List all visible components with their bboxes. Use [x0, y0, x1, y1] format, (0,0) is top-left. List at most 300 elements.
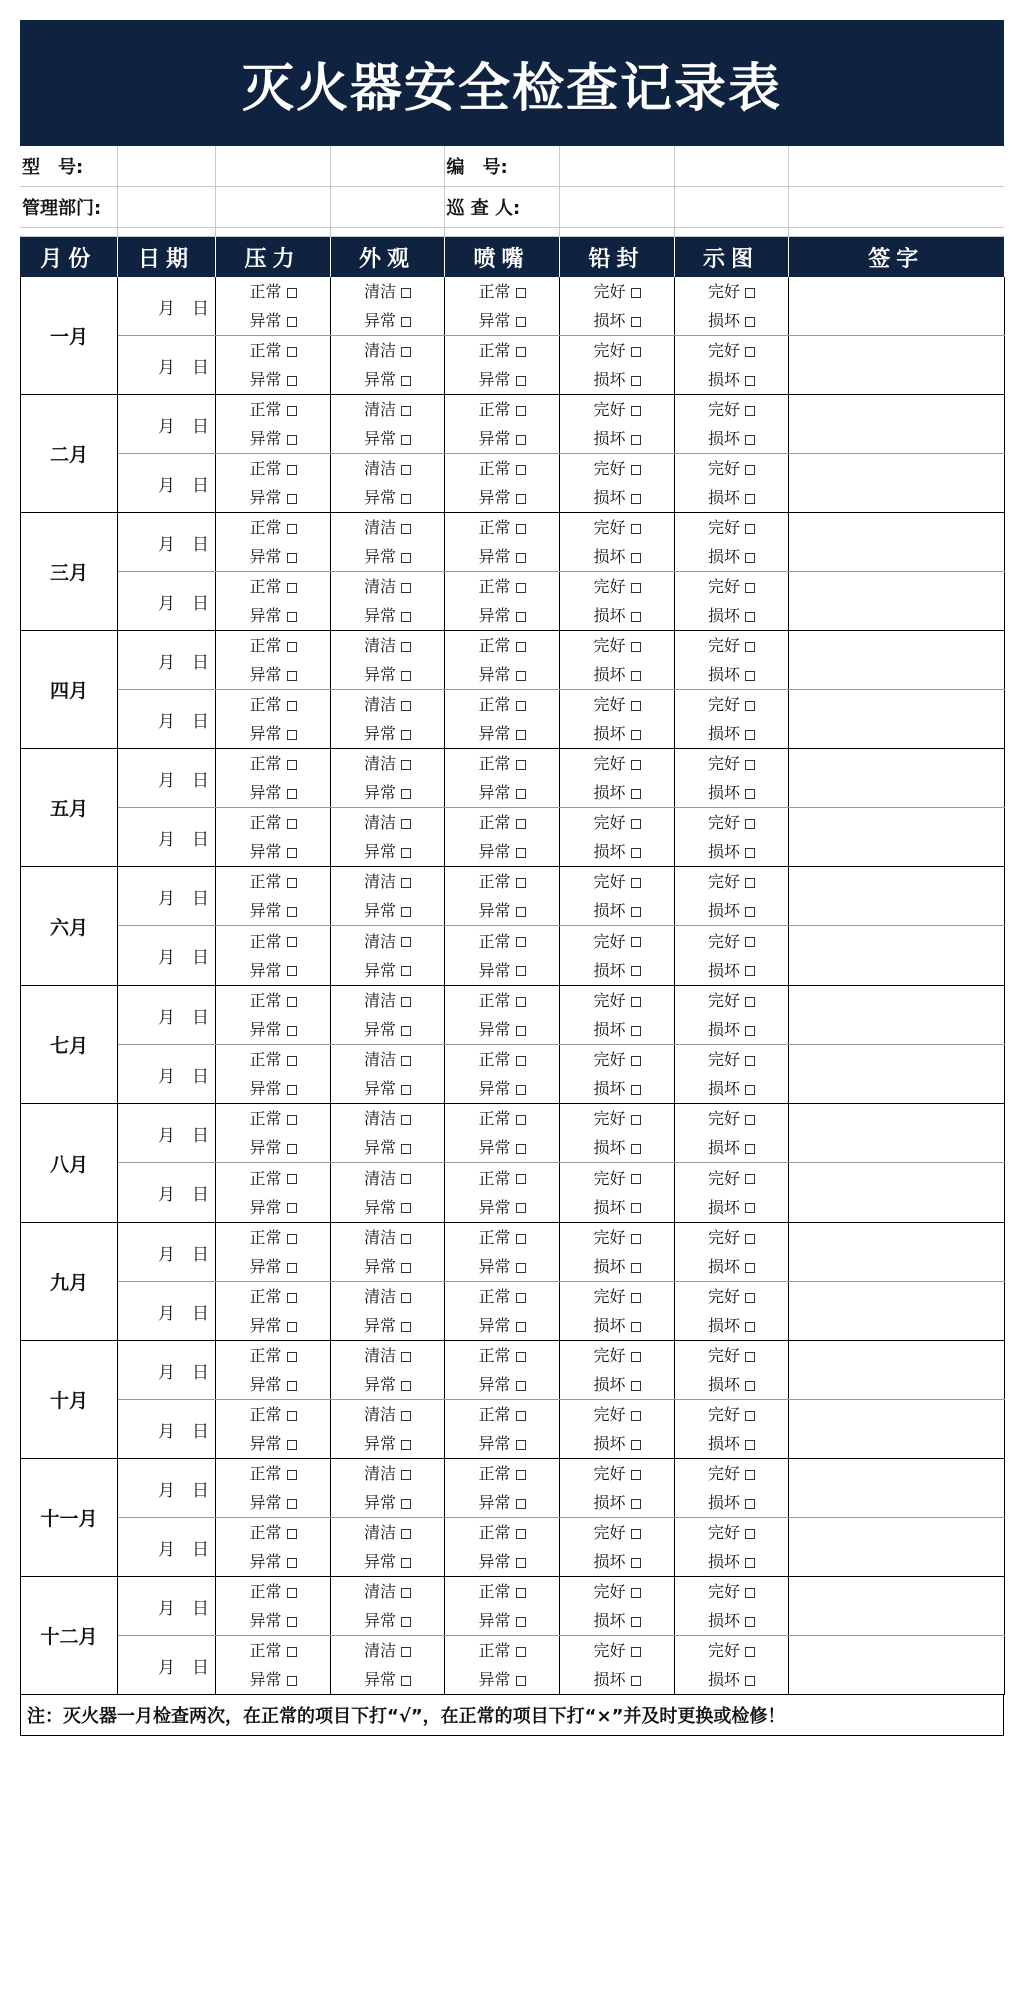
checkbox-icon[interactable] — [631, 288, 641, 298]
appearance-option[interactable] — [331, 1459, 444, 1488]
checkbox-icon[interactable] — [401, 1440, 411, 1450]
pressure-option[interactable] — [216, 1045, 330, 1074]
pressure-option[interactable] — [216, 1133, 330, 1162]
nozzle-option[interactable] — [445, 1223, 559, 1252]
date-cell[interactable]: 月 日 — [118, 1104, 216, 1163]
nozzle-option[interactable] — [445, 749, 559, 778]
appearance-option[interactable] — [331, 1370, 444, 1399]
checkbox-icon[interactable] — [516, 1056, 526, 1066]
appearance-option[interactable] — [331, 660, 444, 689]
appearance-option[interactable] — [331, 986, 444, 1015]
nozzle-option[interactable] — [445, 927, 559, 956]
seal-option[interactable] — [560, 1459, 674, 1488]
checkbox-icon[interactable] — [287, 907, 297, 917]
checkbox-icon[interactable] — [287, 317, 297, 327]
nozzle-option[interactable] — [445, 1104, 559, 1133]
checkbox-icon[interactable] — [745, 878, 755, 888]
checkbox-icon[interactable] — [745, 1381, 755, 1391]
checkbox-icon[interactable] — [745, 1115, 755, 1125]
checkbox-icon[interactable] — [287, 435, 297, 445]
checkbox-icon[interactable] — [631, 907, 641, 917]
checkbox-icon[interactable] — [631, 1676, 641, 1686]
number-field[interactable] — [559, 146, 674, 187]
appearance-option[interactable] — [331, 1045, 444, 1074]
pressure-option[interactable] — [216, 837, 330, 866]
diagram-option[interactable] — [675, 1311, 788, 1340]
appearance-option[interactable] — [331, 1429, 444, 1458]
nozzle-option[interactable] — [445, 1015, 559, 1044]
appearance-option[interactable] — [331, 365, 444, 394]
pressure-option[interactable] — [216, 749, 330, 778]
checkbox-icon[interactable] — [516, 347, 526, 357]
checkbox-icon[interactable] — [287, 701, 297, 711]
checkbox-icon[interactable] — [287, 1647, 297, 1657]
signature-cell[interactable] — [789, 1400, 1005, 1459]
diagram-option[interactable] — [675, 1665, 788, 1694]
appearance-option[interactable] — [331, 542, 444, 571]
checkbox-icon[interactable] — [516, 1234, 526, 1244]
checkbox-icon[interactable] — [401, 671, 411, 681]
pressure-option[interactable] — [216, 956, 330, 985]
signature-cell[interactable] — [789, 513, 1005, 572]
checkbox-icon[interactable] — [631, 671, 641, 681]
checkbox-icon[interactable] — [287, 848, 297, 858]
diagram-option[interactable] — [675, 483, 788, 512]
checkbox-icon[interactable] — [631, 1411, 641, 1421]
checkbox-icon[interactable] — [287, 1203, 297, 1213]
checkbox-icon[interactable] — [631, 730, 641, 740]
signature-cell[interactable] — [789, 454, 1005, 513]
checkbox-icon[interactable] — [516, 1558, 526, 1568]
checkbox-icon[interactable] — [401, 1647, 411, 1657]
checkbox-icon[interactable] — [745, 789, 755, 799]
checkbox-icon[interactable] — [745, 966, 755, 976]
date-cell[interactable]: 月 日 — [118, 277, 216, 336]
checkbox-icon[interactable] — [745, 1263, 755, 1273]
signature-cell[interactable] — [789, 1104, 1005, 1163]
checkbox-icon[interactable] — [631, 317, 641, 327]
checkbox-icon[interactable] — [745, 376, 755, 386]
signature-cell[interactable] — [789, 277, 1005, 336]
checkbox-icon[interactable] — [631, 524, 641, 534]
nozzle-option[interactable] — [445, 395, 559, 424]
pressure-option[interactable] — [216, 336, 330, 365]
pressure-option[interactable] — [216, 660, 330, 689]
seal-option[interactable] — [560, 1518, 674, 1547]
diagram-option[interactable] — [675, 1606, 788, 1635]
nozzle-option[interactable] — [445, 660, 559, 689]
pressure-option[interactable] — [216, 1665, 330, 1694]
nozzle-option[interactable] — [445, 837, 559, 866]
diagram-option[interactable] — [675, 1341, 788, 1370]
appearance-option[interactable] — [331, 1636, 444, 1665]
checkbox-icon[interactable] — [401, 1381, 411, 1391]
nozzle-option[interactable] — [445, 513, 559, 542]
seal-option[interactable] — [560, 719, 674, 748]
checkbox-icon[interactable] — [516, 583, 526, 593]
signature-cell[interactable] — [789, 1459, 1005, 1518]
checkbox-icon[interactable] — [287, 730, 297, 740]
checkbox-icon[interactable] — [745, 1470, 755, 1480]
pressure-option[interactable] — [216, 986, 330, 1015]
checkbox-icon[interactable] — [745, 465, 755, 475]
seal-option[interactable] — [560, 1104, 674, 1133]
checkbox-icon[interactable] — [745, 1558, 755, 1568]
checkbox-icon[interactable] — [631, 1234, 641, 1244]
appearance-option[interactable] — [331, 867, 444, 896]
checkbox-icon[interactable] — [745, 583, 755, 593]
checkbox-icon[interactable] — [631, 1085, 641, 1095]
diagram-option[interactable] — [675, 690, 788, 719]
nozzle-option[interactable] — [445, 867, 559, 896]
signature-cell[interactable] — [789, 1045, 1005, 1104]
diagram-option[interactable] — [675, 1193, 788, 1222]
diagram-option[interactable] — [675, 927, 788, 956]
signature-cell[interactable] — [789, 395, 1005, 454]
checkbox-icon[interactable] — [516, 1617, 526, 1627]
checkbox-icon[interactable] — [287, 789, 297, 799]
checkbox-icon[interactable] — [745, 1293, 755, 1303]
seal-option[interactable] — [560, 690, 674, 719]
checkbox-icon[interactable] — [631, 819, 641, 829]
appearance-option[interactable] — [331, 395, 444, 424]
checkbox-icon[interactable] — [287, 1676, 297, 1686]
nozzle-option[interactable] — [445, 1636, 559, 1665]
nozzle-option[interactable] — [445, 365, 559, 394]
date-cell[interactable]: 月 日 — [118, 986, 216, 1045]
checkbox-icon[interactable] — [745, 1499, 755, 1509]
appearance-option[interactable] — [331, 1518, 444, 1547]
appearance-option[interactable] — [331, 1577, 444, 1606]
checkbox-icon[interactable] — [631, 878, 641, 888]
nozzle-option[interactable] — [445, 1577, 559, 1606]
checkbox-icon[interactable] — [287, 1263, 297, 1273]
checkbox-icon[interactable] — [401, 730, 411, 740]
checkbox-icon[interactable] — [401, 347, 411, 357]
checkbox-icon[interactable] — [745, 907, 755, 917]
appearance-option[interactable] — [331, 1311, 444, 1340]
checkbox-icon[interactable] — [516, 1529, 526, 1539]
checkbox-icon[interactable] — [745, 288, 755, 298]
checkbox-icon[interactable] — [745, 1352, 755, 1362]
date-cell[interactable]: 月 日 — [118, 1577, 216, 1636]
checkbox-icon[interactable] — [401, 1499, 411, 1509]
checkbox-icon[interactable] — [401, 1617, 411, 1627]
checkbox-icon[interactable] — [401, 465, 411, 475]
appearance-option[interactable] — [331, 277, 444, 306]
checkbox-icon[interactable] — [631, 376, 641, 386]
appearance-option[interactable] — [331, 1606, 444, 1635]
checkbox-icon[interactable] — [745, 642, 755, 652]
diagram-option[interactable] — [675, 1459, 788, 1488]
checkbox-icon[interactable] — [401, 435, 411, 445]
checkbox-icon[interactable] — [401, 848, 411, 858]
checkbox-icon[interactable] — [516, 288, 526, 298]
checkbox-icon[interactable] — [516, 1026, 526, 1036]
checkbox-icon[interactable] — [287, 819, 297, 829]
nozzle-option[interactable] — [445, 483, 559, 512]
checkbox-icon[interactable] — [631, 583, 641, 593]
seal-option[interactable] — [560, 542, 674, 571]
diagram-option[interactable] — [675, 1636, 788, 1665]
nozzle-option[interactable] — [445, 542, 559, 571]
checkbox-icon[interactable] — [631, 494, 641, 504]
checkbox-icon[interactable] — [287, 1234, 297, 1244]
checkbox-icon[interactable] — [516, 612, 526, 622]
appearance-option[interactable] — [331, 1547, 444, 1576]
pressure-option[interactable] — [216, 808, 330, 837]
signature-cell[interactable] — [789, 926, 1005, 986]
date-cell[interactable]: 月 日 — [118, 513, 216, 572]
appearance-option[interactable] — [331, 336, 444, 365]
diagram-option[interactable] — [675, 660, 788, 689]
appearance-option[interactable] — [331, 1193, 444, 1222]
appearance-option[interactable] — [331, 719, 444, 748]
pressure-option[interactable] — [216, 542, 330, 571]
checkbox-icon[interactable] — [516, 1203, 526, 1213]
date-cell[interactable]: 月 日 — [118, 690, 216, 749]
checkbox-icon[interactable] — [287, 1617, 297, 1627]
appearance-option[interactable] — [331, 1252, 444, 1281]
signature-cell[interactable] — [789, 336, 1005, 395]
checkbox-icon[interactable] — [745, 848, 755, 858]
checkbox-icon[interactable] — [745, 819, 755, 829]
pressure-option[interactable] — [216, 395, 330, 424]
checkbox-icon[interactable] — [631, 701, 641, 711]
checkbox-icon[interactable] — [516, 1676, 526, 1686]
checkbox-icon[interactable] — [516, 966, 526, 976]
diagram-option[interactable] — [675, 749, 788, 778]
appearance-option[interactable] — [331, 896, 444, 925]
checkbox-icon[interactable] — [287, 1174, 297, 1184]
nozzle-option[interactable] — [445, 1518, 559, 1547]
diagram-option[interactable] — [675, 1547, 788, 1576]
diagram-option[interactable] — [675, 395, 788, 424]
checkbox-icon[interactable] — [516, 819, 526, 829]
checkbox-icon[interactable] — [745, 494, 755, 504]
pressure-option[interactable] — [216, 1429, 330, 1458]
nozzle-option[interactable] — [445, 424, 559, 453]
checkbox-icon[interactable] — [631, 1529, 641, 1539]
checkbox-icon[interactable] — [631, 1056, 641, 1066]
signature-cell[interactable] — [789, 1577, 1005, 1636]
checkbox-icon[interactable] — [516, 1499, 526, 1509]
nozzle-option[interactable] — [445, 1547, 559, 1576]
checkbox-icon[interactable] — [631, 997, 641, 1007]
seal-option[interactable] — [560, 986, 674, 1015]
checkbox-icon[interactable] — [745, 1234, 755, 1244]
seal-option[interactable] — [560, 867, 674, 896]
diagram-option[interactable] — [675, 1164, 788, 1193]
date-cell[interactable]: 月 日 — [118, 1459, 216, 1518]
appearance-option[interactable] — [331, 837, 444, 866]
checkbox-icon[interactable] — [287, 1026, 297, 1036]
checkbox-icon[interactable] — [516, 553, 526, 563]
appearance-option[interactable] — [331, 1074, 444, 1103]
nozzle-option[interactable] — [445, 1193, 559, 1222]
seal-option[interactable] — [560, 513, 674, 542]
seal-option[interactable] — [560, 631, 674, 660]
nozzle-option[interactable] — [445, 1164, 559, 1193]
date-cell[interactable]: 月 日 — [118, 572, 216, 631]
signature-cell[interactable] — [789, 631, 1005, 690]
signature-cell[interactable] — [789, 1282, 1005, 1341]
appearance-option[interactable] — [331, 601, 444, 630]
seal-option[interactable] — [560, 277, 674, 306]
checkbox-icon[interactable] — [401, 819, 411, 829]
seal-option[interactable] — [560, 1429, 674, 1458]
checkbox-icon[interactable] — [401, 583, 411, 593]
date-cell[interactable]: 月 日 — [118, 808, 216, 867]
nozzle-option[interactable] — [445, 896, 559, 925]
checkbox-icon[interactable] — [631, 760, 641, 770]
checkbox-icon[interactable] — [287, 1588, 297, 1598]
nozzle-option[interactable] — [445, 306, 559, 335]
checkbox-icon[interactable] — [745, 1647, 755, 1657]
checkbox-icon[interactable] — [631, 1588, 641, 1598]
checkbox-icon[interactable] — [516, 1381, 526, 1391]
checkbox-icon[interactable] — [745, 760, 755, 770]
checkbox-icon[interactable] — [516, 789, 526, 799]
checkbox-icon[interactable] — [516, 465, 526, 475]
date-cell[interactable]: 月 日 — [118, 1045, 216, 1104]
appearance-option[interactable] — [331, 1104, 444, 1133]
checkbox-icon[interactable] — [401, 878, 411, 888]
pressure-option[interactable] — [216, 277, 330, 306]
diagram-option[interactable] — [675, 867, 788, 896]
appearance-option[interactable] — [331, 631, 444, 660]
pressure-option[interactable] — [216, 1488, 330, 1517]
date-cell[interactable]: 月 日 — [118, 336, 216, 395]
seal-option[interactable] — [560, 336, 674, 365]
signature-cell[interactable] — [789, 690, 1005, 749]
checkbox-icon[interactable] — [287, 1411, 297, 1421]
checkbox-icon[interactable] — [516, 1440, 526, 1450]
pressure-option[interactable] — [216, 1370, 330, 1399]
pressure-option[interactable] — [216, 719, 330, 748]
date-cell[interactable]: 月 日 — [118, 1400, 216, 1459]
checkbox-icon[interactable] — [745, 1411, 755, 1421]
signature-cell[interactable] — [789, 1223, 1005, 1282]
checkbox-icon[interactable] — [516, 376, 526, 386]
checkbox-icon[interactable] — [745, 1026, 755, 1036]
checkbox-icon[interactable] — [516, 1115, 526, 1125]
diagram-option[interactable] — [675, 1429, 788, 1458]
checkbox-icon[interactable] — [745, 1203, 755, 1213]
seal-option[interactable] — [560, 956, 674, 985]
nozzle-option[interactable] — [445, 1606, 559, 1635]
seal-option[interactable] — [560, 424, 674, 453]
checkbox-icon[interactable] — [287, 966, 297, 976]
checkbox-icon[interactable] — [631, 1617, 641, 1627]
seal-option[interactable] — [560, 1311, 674, 1340]
date-cell[interactable]: 月 日 — [118, 749, 216, 808]
nozzle-option[interactable] — [445, 601, 559, 630]
checkbox-icon[interactable] — [401, 524, 411, 534]
appearance-option[interactable] — [331, 927, 444, 956]
checkbox-icon[interactable] — [745, 317, 755, 327]
diagram-option[interactable] — [675, 837, 788, 866]
diagram-option[interactable] — [675, 719, 788, 748]
seal-option[interactable] — [560, 1252, 674, 1281]
seal-option[interactable] — [560, 572, 674, 601]
diagram-option[interactable] — [675, 1518, 788, 1547]
checkbox-icon[interactable] — [745, 1617, 755, 1627]
pressure-option[interactable] — [216, 1252, 330, 1281]
model-field[interactable] — [117, 146, 215, 187]
checkbox-icon[interactable] — [401, 1558, 411, 1568]
nozzle-option[interactable] — [445, 1370, 559, 1399]
nozzle-option[interactable] — [445, 1045, 559, 1074]
checkbox-icon[interactable] — [745, 701, 755, 711]
pressure-option[interactable] — [216, 690, 330, 719]
nozzle-option[interactable] — [445, 454, 559, 483]
checkbox-icon[interactable] — [631, 1263, 641, 1273]
checkbox-icon[interactable] — [745, 1085, 755, 1095]
seal-option[interactable] — [560, 1400, 674, 1429]
checkbox-icon[interactable] — [287, 937, 297, 947]
diagram-option[interactable] — [675, 1074, 788, 1103]
checkbox-icon[interactable] — [631, 966, 641, 976]
checkbox-icon[interactable] — [401, 1174, 411, 1184]
checkbox-icon[interactable] — [287, 553, 297, 563]
checkbox-icon[interactable] — [631, 612, 641, 622]
seal-option[interactable] — [560, 1164, 674, 1193]
checkbox-icon[interactable] — [401, 1293, 411, 1303]
checkbox-icon[interactable] — [401, 642, 411, 652]
seal-option[interactable] — [560, 1606, 674, 1635]
checkbox-icon[interactable] — [631, 1558, 641, 1568]
date-cell[interactable]: 月 日 — [118, 1223, 216, 1282]
checkbox-icon[interactable] — [287, 1322, 297, 1332]
seal-option[interactable] — [560, 778, 674, 807]
checkbox-icon[interactable] — [745, 1529, 755, 1539]
checkbox-icon[interactable] — [516, 1647, 526, 1657]
diagram-option[interactable] — [675, 365, 788, 394]
pressure-option[interactable] — [216, 513, 330, 542]
checkbox-icon[interactable] — [745, 435, 755, 445]
checkbox-icon[interactable] — [401, 317, 411, 327]
checkbox-icon[interactable] — [516, 317, 526, 327]
checkbox-icon[interactable] — [287, 1529, 297, 1539]
date-cell[interactable]: 月 日 — [118, 1282, 216, 1341]
checkbox-icon[interactable] — [287, 1056, 297, 1066]
checkbox-icon[interactable] — [631, 1174, 641, 1184]
checkbox-icon[interactable] — [631, 1381, 641, 1391]
checkbox-icon[interactable] — [516, 760, 526, 770]
diagram-option[interactable] — [675, 1015, 788, 1044]
checkbox-icon[interactable] — [287, 878, 297, 888]
checkbox-icon[interactable] — [631, 937, 641, 947]
appearance-option[interactable] — [331, 424, 444, 453]
pressure-option[interactable] — [216, 1400, 330, 1429]
checkbox-icon[interactable] — [631, 1647, 641, 1657]
date-cell[interactable]: 月 日 — [118, 1518, 216, 1577]
seal-option[interactable] — [560, 1370, 674, 1399]
pressure-option[interactable] — [216, 896, 330, 925]
checkbox-icon[interactable] — [745, 671, 755, 681]
checkbox-icon[interactable] — [401, 966, 411, 976]
diagram-option[interactable] — [675, 1223, 788, 1252]
checkbox-icon[interactable] — [401, 612, 411, 622]
checkbox-icon[interactable] — [631, 1115, 641, 1125]
checkbox-icon[interactable] — [516, 848, 526, 858]
checkbox-icon[interactable] — [631, 1352, 641, 1362]
checkbox-icon[interactable] — [401, 1026, 411, 1036]
department-field[interactable] — [117, 187, 215, 228]
checkbox-icon[interactable] — [745, 553, 755, 563]
checkbox-icon[interactable] — [401, 288, 411, 298]
